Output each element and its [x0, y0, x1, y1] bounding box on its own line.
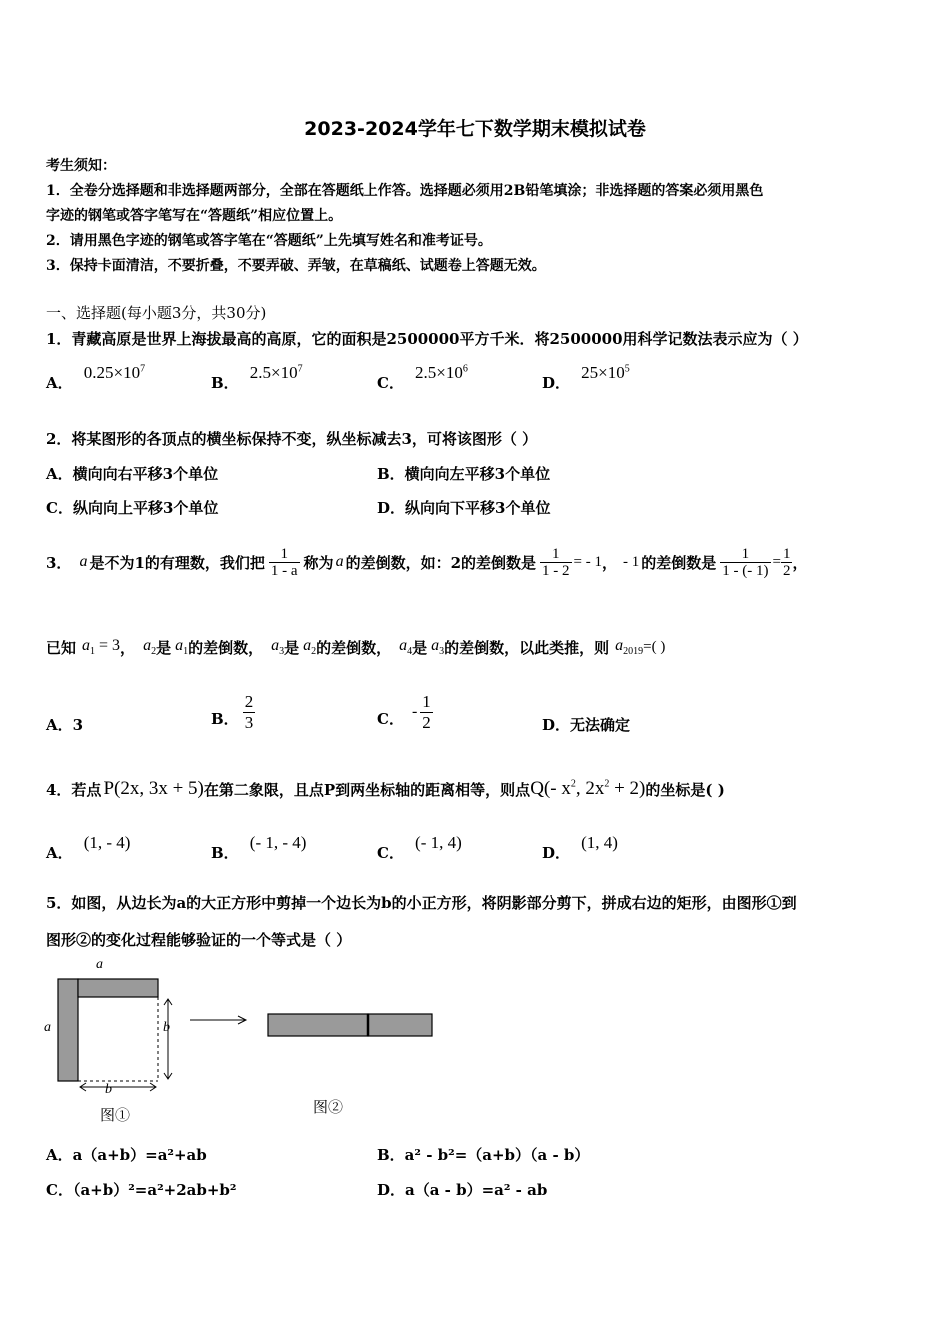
- q4-point-q: Q(- $x^2$, $2x^2 + 2$): [530, 778, 646, 799]
- q1-option-b-value: $2.5\times 10^7$: [249, 363, 303, 382]
- q3-stem-line2: 已知 $a_1 = 3$ ， $a_2$ 是 $a_1$ 的差倒数， $a_3$ 是 $a_2$ 的差倒数， $a_4$ 是 $a_3$ 的差倒数，以此类推，则 $a_{2019}$ =( ): [46, 636, 666, 658]
- q3-var-a-2: a: [335, 553, 344, 570]
- q3-text-5: 的差倒数是: [641, 553, 717, 572]
- q5-stem-line1: 5．如图，从边长为a的大正方形中剪掉一个边长为b的小正方形，将阴影部分剪下，拼成右边的矩形，由图形①到: [46, 894, 797, 912]
- q3-text-2: 称为: [303, 553, 334, 572]
- q4-option-d-value: (1, 4): [581, 833, 618, 852]
- q5-option-d: D．a（a - b）=a² - ab: [377, 1181, 548, 1199]
- q3-option-c-frac: $\frac{1}{2}$: [422, 691, 431, 732]
- q3-eq-minus1: = - 1: [573, 553, 602, 570]
- q1-option-c: [377, 362, 468, 392]
- q3-a2019: $a_{2019}$: [615, 636, 644, 658]
- q2-option-c: C．纵向向上平移3个单位: [46, 499, 219, 517]
- q3-a1: $a_1$: [175, 636, 189, 658]
- q3-text-1: 是不为1的有理数，我们把: [89, 553, 265, 572]
- q3-a3-ref: $a_3$: [431, 636, 445, 658]
- q4-stem: 4．若点 P(2x, 3x + 5) 在第二象限，且点P到两坐标轴的距离相等，则点 Q(- $x^2$, $2x^2 + 2$) 的坐标是( ): [46, 778, 725, 799]
- fig1-label-right-b: b: [163, 1020, 170, 1035]
- notice-item-3: 3．保持卡面清洁，不要折叠，不要弄破、弄皱，在草稿纸、试题卷上答题无效。: [46, 258, 546, 274]
- q5-option-a: A．a（a+b）=a²+ab: [46, 1146, 207, 1164]
- q3-stem-line1: [46, 532, 807, 592]
- q1-option-a: [46, 362, 146, 392]
- q3-number: 3．: [46, 553, 72, 572]
- q3-a3: $a_3$: [271, 636, 285, 658]
- q1-option-c-value: $2.5\times 10^6$: [415, 363, 468, 382]
- fig1-label-top-a: a: [96, 957, 103, 972]
- q1-option-d: [542, 362, 630, 392]
- q2-option-d: D．纵向向下平移3个单位: [377, 499, 551, 517]
- q5-stem-line2: 图形②的变化过程能够验证的一个等式是（ ）: [46, 931, 352, 949]
- q2-option-a: A．横向向右平移3个单位: [46, 465, 219, 483]
- notice-item-2: 2．请用黑色字迹的钢笔或答字笔在“答题纸”上先填写姓名和准考证号。: [46, 233, 492, 249]
- q1-option-c-label: C．: [377, 374, 404, 392]
- q3-comma: ，: [601, 553, 617, 572]
- q4-option-c: C． (- 1, 4): [377, 833, 462, 862]
- q3-option-d: D．无法确定: [542, 716, 631, 734]
- section-heading: 一、选择题(每小题3分，共30分): [46, 304, 267, 322]
- q3-var-a: a: [79, 553, 88, 570]
- fig1-caption: 图①: [100, 1106, 131, 1124]
- q3-comma-2: ，: [792, 553, 808, 572]
- q1-option-a-label: A．: [46, 374, 73, 392]
- q3-fraction-example1: $\frac{1}{1 - 2}$: [542, 545, 570, 579]
- q1-option-b: [211, 362, 303, 392]
- q4-option-a: A． (1, - 4): [46, 833, 131, 862]
- q4-option-d: D． (1, 4): [542, 833, 618, 862]
- q3-answer-blank: =( ): [643, 638, 666, 655]
- notice-heading: 考生须知：: [46, 158, 116, 174]
- q5-figure-2: [266, 1012, 436, 1040]
- q3-option-b: B． $\frac{2}{3}$: [211, 691, 254, 732]
- q4-point-p: P(2x, 3x + 5): [103, 778, 204, 799]
- q5-option-b: B．a² - b²=（a+b）（a - b）: [377, 1146, 590, 1164]
- notice-item-1-cont: 字迹的钢笔或答字笔写在“答题纸”相应位置上。: [46, 208, 343, 224]
- fig1-label-left-a: a: [44, 1020, 51, 1035]
- q3-a2: $a_2$: [143, 636, 157, 658]
- q5-option-c: C．（a+b）²=a²+2ab+b²: [46, 1181, 237, 1199]
- q3-a4: $a_4$: [399, 636, 413, 658]
- q3-option-c: C． - $\frac{1}{2}$: [377, 691, 431, 732]
- q2-option-b: B．横向向左平移3个单位: [377, 465, 551, 483]
- q3-a2-ref: $a_2$: [303, 636, 317, 658]
- q3-text-3: 的差倒数，如：2的差倒数是: [345, 553, 537, 572]
- q4-option-b-value: (- 1, - 4): [249, 833, 307, 852]
- q3-fraction-example2: $\frac{1}{1 - (- 1)}$: [722, 545, 769, 579]
- q1-stem: 1．青藏高原是世界上海拔最高的高原，它的面积是2500000平方千米．将2500000用科学记数法表示应为（ ）: [46, 330, 808, 348]
- q3-fraction-half: $\frac{1}{2}$: [782, 545, 791, 579]
- transform-arrow-icon: [188, 1012, 250, 1028]
- fig1-label-bottom-b: b: [105, 1082, 112, 1097]
- q3-eq: =: [772, 553, 781, 570]
- q3-fraction-def: $\frac{1}{1 - a}$: [270, 545, 298, 579]
- q4-option-a-value: (1, - 4): [83, 833, 131, 852]
- q1-option-a-value: $0.25\times 10^7$: [83, 363, 146, 382]
- fig2-caption: 图②: [313, 1098, 344, 1116]
- page-title: 2023-2024学年七下数学期末模拟试卷: [304, 118, 646, 140]
- q4-option-c-value: (- 1, 4): [415, 833, 462, 852]
- q3-option-b-frac: $\frac{2}{3}$: [244, 691, 254, 732]
- q3-known: 已知: [46, 638, 77, 657]
- notice-item-1: 1．全卷分选择题和非选择题两部分，全部在答题纸上作答。选择题必须用2B铅笔填涂；非选择题的答案必须用黑色: [46, 183, 764, 199]
- q1-option-d-label: D．: [542, 374, 571, 392]
- q3-option-a: A．3: [46, 716, 84, 734]
- q1-option-d-value: $25\times 10^5$: [581, 363, 630, 382]
- q2-stem: 2．将某图形的各顶点的横坐标保持不变，纵坐标减去3，可将该图形（ ）: [46, 430, 538, 448]
- q4-option-b: B． (- 1, - 4): [211, 833, 307, 862]
- q1-option-b-label: B．: [211, 374, 239, 392]
- q3-minus1: - 1: [623, 553, 640, 570]
- q3-a1-eq-3: $a_1 = 3$: [82, 636, 121, 658]
